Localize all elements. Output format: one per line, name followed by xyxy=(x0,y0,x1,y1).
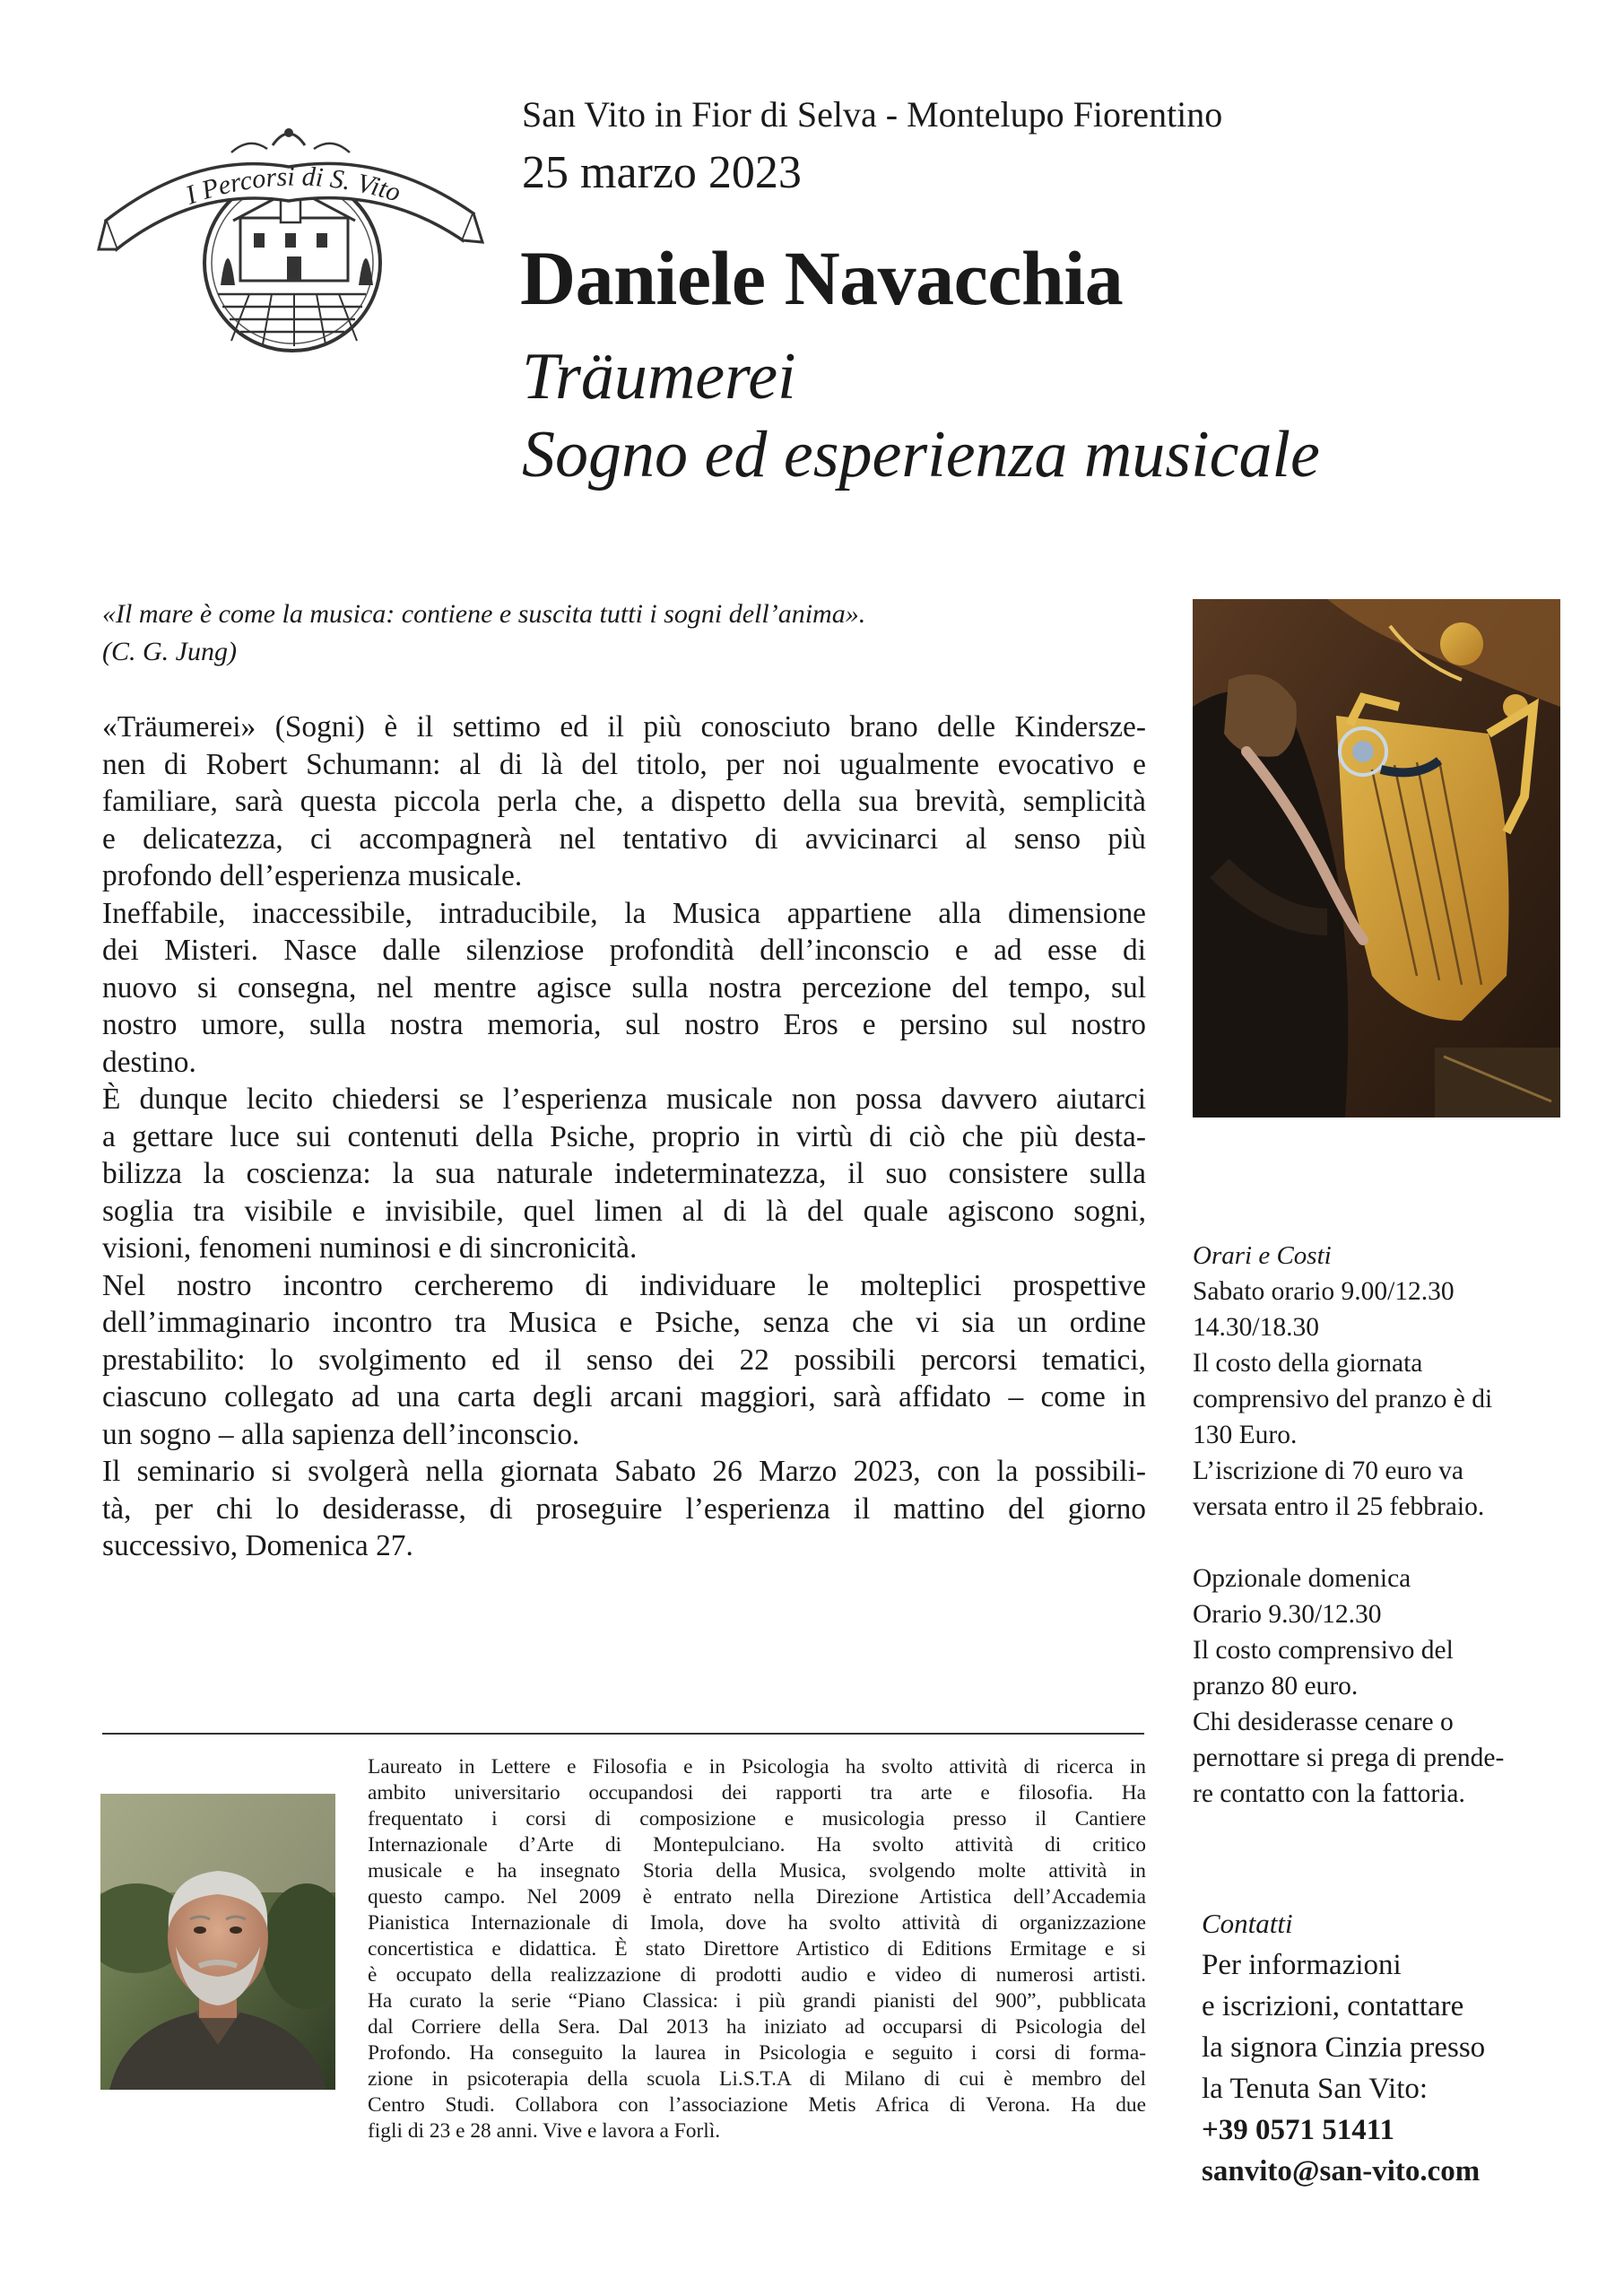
schedule-line: Sabato orario 9.00/12.30 xyxy=(1193,1277,1455,1306)
sunday-line: Chi desiderasse cenare o xyxy=(1193,1708,1454,1736)
epigraph-text: «Il mare è come la musica: contiene e suscita tutti i sogni dell’anima». xyxy=(102,599,866,629)
seminar-subtitle: Sogno ed esperienza musicale xyxy=(522,418,1320,491)
body-line: bilizza la coscienza: la sua naturale indeterminatezza, il suo consistere sulla xyxy=(102,1157,1146,1190)
bio-line: è occupato della realizzazione di prodotti audio e video di numerosi artisti. xyxy=(368,1963,1146,1987)
bio-line: Internazionale d’Arte di Montepulciano. Ha svolto attività di critico xyxy=(368,1833,1146,1857)
body-line: Ineffabile, inaccessibile, intraducibile, la Musica appartiene alla dimensione xyxy=(102,896,1146,930)
epigraph-author: (C. G. Jung) xyxy=(102,637,237,666)
body-line: tà, per chi lo desiderasse, di proseguire l’esperienza il mattino del giorno xyxy=(102,1492,1146,1526)
spacer xyxy=(1193,1525,1569,1561)
schedule-line: 14.30/18.30 xyxy=(1193,1313,1319,1342)
schedule-heading: Orari e Costi xyxy=(1193,1241,1332,1270)
logo xyxy=(97,115,484,366)
bio-line: frequentato i corsi di composizione e musicologia presso il Cantiere xyxy=(368,1807,1146,1831)
body-line: nostro umore, sulla nostra memoria, sul nostro Eros e persino sul nostro xyxy=(102,1008,1146,1041)
body-line: a gettare luce sui contenuti della Psiche, proprio in virtù di ciò che più desta- xyxy=(102,1119,1146,1153)
bio-line: questo campo. Nel 2009 è entrato nella Direzione Artistica dell’Accademia xyxy=(368,1885,1146,1909)
description-body xyxy=(102,709,1146,1565)
bio-line: dal Corriere della Sera. Dal 2013 ha iniziato ad occuparsi di Psicologia del xyxy=(368,2015,1146,2039)
body-line: nen di Robert Schumann: al di là del titolo, per noi ugualmente evocativo e xyxy=(102,747,1146,781)
body-line: un sogno – alla sapienza dell’inconscio. xyxy=(102,1417,580,1451)
contacts-heading: Contatti xyxy=(1202,1908,1293,1939)
bio-line: zione in psicoterapia della scuola Li.S.T.A di Milano di cui è membro del xyxy=(368,2067,1146,2091)
bio-line: musicale e ha insegnato Storia della Musica, svolgendo molte attività in xyxy=(368,1859,1146,1883)
body-line: soglia tra visibile e invisibile, quel limen al di là del quale agiscono sogni, xyxy=(102,1194,1146,1228)
bio-line: Profondo. Ha conseguito la laurea in Psicologia e seguito i corsi di forma- xyxy=(368,2041,1146,2065)
contacts-line: Per informazioni xyxy=(1202,1949,1402,1981)
schedule-line: Il costo della giornata xyxy=(1193,1349,1423,1378)
speaker-photo xyxy=(100,1794,335,2090)
contact-phone[interactable]: +39 0571 51411 xyxy=(1202,2114,1394,2146)
body-line: prestabilito: lo svolgimento ed il senso dei 22 possibili percorsi tematici, xyxy=(102,1343,1146,1377)
body-line: Il seminario si svolgerà nella giornata Sabato 26 Marzo 2023, con la possibili- xyxy=(102,1455,1146,1488)
body-line: nuovo si consegna, nel mentre agisce sulla nostra percezione del tempo, sul xyxy=(102,970,1146,1004)
sunday-line: Il costo comprensivo del xyxy=(1193,1636,1454,1665)
body-line: dei Misteri. Nasce dalle silenziose profondità dell’inconscio e ad esse di xyxy=(102,934,1146,967)
music-painting xyxy=(1193,599,1560,1118)
sunday-line: Orario 9.30/12.30 xyxy=(1193,1600,1382,1629)
epigraph xyxy=(102,596,1151,671)
body-line: Nel nostro incontro cercheremo di individuare le molteplici prospettive xyxy=(102,1268,1146,1302)
body-line: successivo, Domenica 27. xyxy=(102,1529,413,1562)
schedule-line: 130 Euro. xyxy=(1193,1421,1298,1449)
bio-line: concertistica e didattica. È stato Direttore Artistico di Editions Ermitage e si xyxy=(368,1937,1146,1961)
body-line: e delicatezza, ci accompagnerà nel tentativo di avvicinarci al senso più xyxy=(102,822,1146,856)
bio-line: Laureato in Lettere e Filosofia e in Psicologia ha svolto attività di ricerca in xyxy=(368,1755,1146,1779)
body-line: ciascuno collegato ad una carta degli arcani maggiori, sarà affidato – come in xyxy=(102,1380,1146,1413)
body-line: profondo dell’esperienza musicale. xyxy=(102,859,523,892)
contacts-line: e iscrizioni, contattare xyxy=(1202,1990,1464,2022)
bio-line: ambito universitario occupandosi dei rapporti tra arte e filosofia. Ha xyxy=(368,1781,1146,1805)
contacts-line: la Tenuta San Vito: xyxy=(1202,2073,1429,2105)
bio-line: Centro Studi. Collabora con l’associazione Metis Africa di Verona. Ha due xyxy=(368,2093,1146,2117)
schedule-line: comprensivo del pranzo è di xyxy=(1193,1385,1493,1413)
venue-line: San Vito in Fior di Selva - Montelupo Fiorentino xyxy=(522,94,1223,135)
logo-banner-text: I Percorsi di S. Vito xyxy=(182,161,404,211)
body-line: familiare, sarà questa piccola perla che, a dispetto della sua brevità, semplicità xyxy=(102,785,1146,818)
speaker-bio xyxy=(368,1754,1146,2144)
sunday-line: pranzo 80 euro. xyxy=(1193,1672,1359,1700)
bio-line: Ha curato la serie “Piano Classica: i più grandi pianisti del 900”, pubblicata xyxy=(368,1989,1146,2013)
speaker-name: Daniele Navacchia xyxy=(520,235,1124,321)
body-line: dell’immaginario incontro tra Musica e Psiche, senza che vi sia un ordine xyxy=(102,1306,1146,1339)
section-divider xyxy=(102,1733,1144,1735)
contacts-section xyxy=(1202,1903,1578,2192)
schedule-costs xyxy=(1193,1238,1569,1812)
schedule-line: versata entro il 25 febbraio. xyxy=(1193,1492,1485,1521)
body-line: visioni, fenomeni numinosi e di sincronicità. xyxy=(102,1231,638,1265)
body-line: «Träumerei» (Sogni) è il settimo ed il più conosciuto brano delle Kindersze- xyxy=(102,710,1146,744)
bio-line: Pianistica Internazionale di Imola, dove ha svolto attività di organizzazione xyxy=(368,1911,1146,1935)
body-line: È dunque lecito chiedersi se l’esperienza musicale non possa davvero aiutarci xyxy=(102,1083,1146,1116)
contacts-line: la signora Cinzia presso xyxy=(1202,2031,1486,2064)
event-date: 25 marzo 2023 xyxy=(522,147,802,198)
schedule-line: L’iscrizione di 70 euro va xyxy=(1193,1457,1464,1485)
body-line: destino. xyxy=(102,1045,196,1079)
sunday-line: pernottare si prega di prende- xyxy=(1193,1744,1505,1772)
bio-line: figli di 23 e 28 anni. Vive e lavora a Forlì. xyxy=(368,2119,721,2143)
sunday-line: Opzionale domenica xyxy=(1193,1564,1411,1593)
seminar-title: Träumerei xyxy=(522,340,796,413)
contact-email[interactable]: sanvito@san-vito.com xyxy=(1202,2155,1481,2187)
sunday-line: re contatto con la fattoria. xyxy=(1193,1779,1465,1808)
